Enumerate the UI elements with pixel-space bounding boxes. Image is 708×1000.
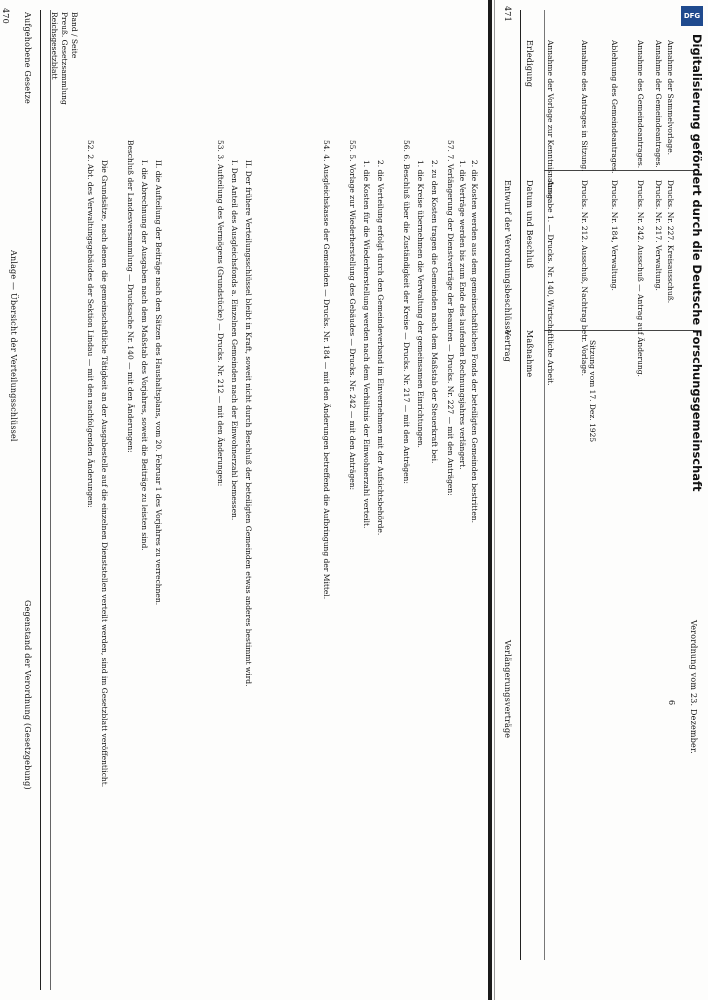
right-footer-page: 6 [667,700,676,706]
left-subheader-rule [50,10,51,990]
row-resolution: Drucks. Nr. 212. Ausschuß, Nachtrag betr. Vorlage. [580,180,589,376]
right-header-rule [520,10,521,960]
binding-gutter [488,0,492,1000]
left-header-rule [40,10,41,990]
entry: I. Den Anteil des Ausgleichsfonds a. Einzelnen Gemeinden nach der Einwohnerzahl bemessen. [230,160,239,521]
entry: Beschluß der Landesversammlung — Drucksache Nr. 140 — mit den Änderungen: [126,140,135,453]
left-note: Reichsgesetzblatt [50,12,59,80]
right-col-header: Erledigung [525,40,534,88]
right-footer-note: Verordnung vom 23. Dezember. [689,620,698,754]
row-resolution: Ausgabe 1. — Drucks. Nr. 140, Wirtschaftliche Arbeit. [546,180,555,386]
right-page-number: 471 [503,6,512,22]
entry: 52. 2. Abt. des Verwaltungsgebäudes der Sektion Lindau — mit den nachfolgenden Änderungen: [86,140,95,508]
left-col-header-1: Aufgehobene Gesetze [23,12,32,104]
right-header-right: Entwurf der Verordnungsbeschlüsse [503,180,512,335]
left-note: Band / Seite [70,12,79,59]
row-resolution: Drucks. Nr. 242. Ausschuß — Antrag auf Änderung. [636,180,645,377]
row-date: Sitzung vom 17. Dez. 1925 [588,340,597,443]
left-note: Preuß. Gesetzsammlung [60,12,69,105]
left-page-number: 470 [1,8,10,24]
binding-gutter-edge [494,0,495,1000]
entry: 54. 4. Ausgleichskasse der Gemeinden — Drucks. Nr. 184 — mit den Änderungen betreffend die Aufbringung der Mittel. [322,140,331,600]
right-col-header: Maßnahme [525,330,534,378]
entry: 1. die Kreise übernehmen die Verwaltung der gemeinsamen Einrichtungen. [416,160,425,448]
right-header-mid: Vertrag [503,330,512,362]
dfg-watermark-text: Digitalisierung gefördert durch die Deutsche Forschungsgemeinschaft [690,34,704,492]
right-col-sep [544,330,694,331]
entry: 56. 6. Beschluß über die Zuständigkeit der Kreise — Drucks. Nr. 217 — mit den Anträgen: [402,140,411,484]
row-status: Annahme der Gemeindeantrages. [654,40,663,168]
right-header-left: Verlängerungsverträge [503,640,512,739]
row-resolution: Drucks. Nr. 227. Kreisausschuß. [666,180,675,304]
entry: 53. 3. Aufteilung des Vermögens (Grundstücke) — Drucks. Nr. 212 — mit den Änderungen: [216,140,225,487]
entry: II. die Aufteilung der Beiträge nach den Sätzen des Haushaltsplans, vom 20. Februar 1 des Vorjahres zu verrechnen. [154,160,163,606]
entry: Die Grundsätze, nach denen die gemeinschaftliche Tätigkeit an der Ausgabestelle auf die einzelnen Dienststellen verteilt werden, sind im Gesetzblatt veröffentlicht. [100,160,109,788]
row-status: Annahme des Gemeindeantrages. [636,40,645,169]
entry: 57. 7. Verlängerung der Dienstverträge der Beamten — Drucks. Nr. 227 — mit den Anträgen: [446,140,455,496]
row-status: Annahme der Vorlage zur Kenntnisnahme. [546,40,555,202]
entry: I. die Abrechnung der Ausgaben nach dem Maßstab des Vorjahres, soweit die Beiträge zu leisten sind. [140,160,149,551]
entry: 2. die Verteilung erfolgt durch den Gemeindeverband im Einvernehmen mit der Aufsichtsbehörde. [376,160,385,536]
entry: 1. die Kosten für die Wiederherstellung werden nach dem Verhältnis der Einwohnerzahl verteilt. [362,160,371,529]
dfg-logo: DFG [681,6,703,26]
entry: 1. die Verträge werden bis zum Ende des laufenden Rechnungsjahres verlängert. [458,160,467,470]
left-col-header-2: Gegenstand der Verordnung (Gesetzgebung) [23,600,32,790]
entry: II. Der frühere Verteilungsschlüssel bleibt in Kraft, soweit nicht durch Beschluß der beteiligten Gemeinden etwas anderes bestimmt wird. [244,160,253,687]
entry: 55. 5. Vorlage zur Wiederherstellung des Gebäudes — Drucks. Nr. 242 — mit den Anträgen: [348,140,357,491]
row-resolution: Drucks. Nr. 217. Verwaltung. [654,180,663,291]
left-page-header: Anlage — Übersicht der Verteilungsschlüssel [9,250,18,442]
row-status: Ablehnung des Gemeindeantrages. [610,40,619,174]
row-resolution: Drucks. Nr. 184, Verwaltung. [610,180,619,291]
entry: 2. die Kosten werden aus dem gemeinschaftlichen Fonds der beteiligten Gemeinden bestritten. [470,160,479,523]
right-col-header: Datum und Beschluß [525,180,534,269]
row-status: Annahme der Sammelvorlage. [666,40,675,156]
row-status: Annahme des Antrages in Sitzung. [580,40,589,172]
entry: 2. zu den Kosten tragen die Gemeinden nach dem Maßstab der Steuerkraft bei. [430,160,439,464]
